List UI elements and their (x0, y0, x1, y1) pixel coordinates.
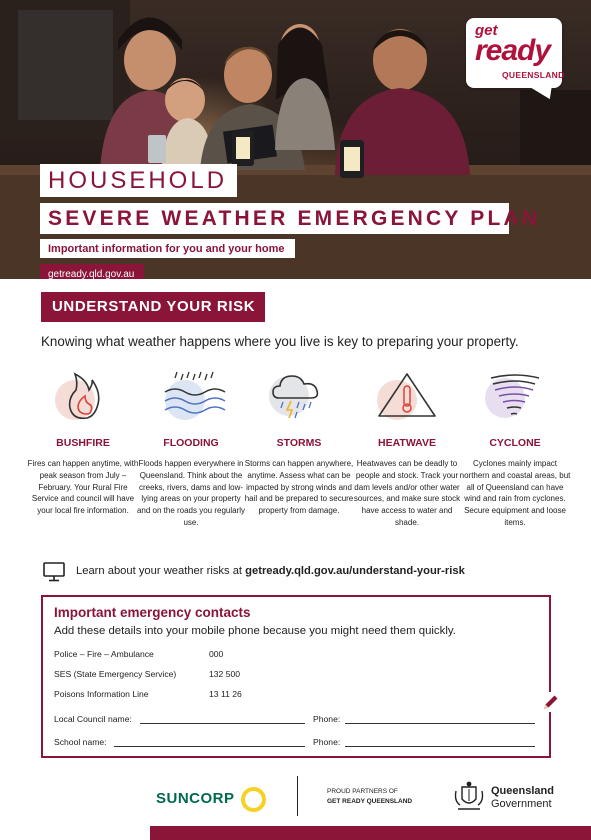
suncorp-sun-icon (241, 787, 266, 812)
footer-divider (297, 776, 298, 816)
learn-more-text (76, 565, 465, 577)
partners-line1: PROUD PARTNERS OF (327, 788, 398, 795)
get-ready-queensland-logo (466, 18, 565, 88)
section-heading: UNDERSTAND YOUR RISK (41, 292, 265, 322)
bottom-brand-bar (150, 826, 591, 840)
risk-description: Cyclones mainly impact northern and coastal areas, but all of Queensland can have wind and rain from cyclones. Secure equipment and loose items. (459, 459, 571, 527)
logo-ready-text: ready (475, 34, 551, 67)
council-name-field[interactable] (140, 723, 305, 724)
cyclone-icon (475, 368, 555, 422)
contact-number: 132 500 (209, 669, 241, 679)
queensland-crest-icon (452, 781, 486, 813)
contact-number: 000 (209, 649, 224, 659)
learn-link[interactable]: getready.qld.gov.au/understand-your-risk (245, 565, 465, 577)
partners-line2: GET READY QUEENSLAND (327, 798, 413, 805)
risk-description: Storms can happen anywhere, anytime. Assess what can be impacted by strong winds and hail and be prepared to secure property from damage. (244, 459, 354, 516)
risk-description: Heatwaves can be deadly to people and stock. Track your dam levels and/or other water sources, and make sure stock have access to water and shade. (353, 459, 461, 527)
title-main: SEVERE WEATHER EMERGENCY PLAN (40, 203, 509, 234)
risk-description: Floods happen everywhere in Queensland. Think about the creeks, rivers, dams and low-lying areas on your property and on the roads you regularly use. (136, 459, 246, 527)
risk-title: CYCLONE (489, 437, 541, 449)
school-phone-field[interactable] (345, 746, 535, 747)
learn-prefix: Learn about your weather risks at (76, 565, 246, 577)
flood-icon (151, 368, 231, 422)
council-name-label: Local Council name: (54, 714, 132, 724)
risk-title: HEATWAVE (378, 437, 436, 449)
contact-label: SES (State Emergency Service) (54, 669, 177, 679)
title-tagline: Important information for you and your home (40, 239, 295, 258)
hero-photo (0, 0, 591, 279)
thermometer-icon (367, 368, 447, 422)
government-text: Government (491, 798, 552, 810)
pencil-icon (541, 692, 561, 712)
risk-title: STORMS (276, 437, 322, 449)
council-phone-field[interactable] (345, 723, 535, 724)
logo-get-text: get (475, 22, 498, 39)
school-phone-label: Phone: (313, 737, 341, 747)
website-link[interactable]: getready.qld.gov.au (40, 264, 144, 279)
logo-region-text: QUEENSLAND (502, 70, 565, 80)
risk-description: Fires can happen anytime, with peak season from July – February. Your Rural Fire Service and council will have your local fire information. (27, 459, 139, 516)
risk-title: FLOODING (163, 437, 219, 449)
school-name-label: School name: (54, 737, 107, 747)
contact-label: Poisons Information Line (54, 689, 149, 699)
section-intro: Knowing what weather happens where you live is key to preparing your property. (41, 334, 519, 349)
suncorp-logo-text: SUNCORP (156, 790, 235, 807)
fire-icon (43, 368, 123, 422)
contacts-subtitle: Add these details into your mobile phone because you might need them quickly. (54, 625, 456, 637)
school-name-field[interactable] (114, 746, 305, 747)
emergency-contacts-box (41, 595, 551, 758)
council-phone-label: Phone: (313, 714, 341, 724)
storm-icon (259, 368, 339, 422)
pencil-badge (541, 692, 561, 712)
title-household: HOUSEHOLD (40, 164, 237, 197)
contacts-title: Important emergency contacts (54, 605, 251, 620)
risk-title: BUSHFIRE (56, 437, 110, 449)
contact-number: 13 11 26 (209, 689, 242, 699)
computer-monitor-icon (43, 562, 65, 582)
contact-label: Police – Fire – Ambulance (54, 649, 154, 659)
queensland-text: Queensland (491, 785, 554, 797)
title-block (40, 164, 541, 279)
